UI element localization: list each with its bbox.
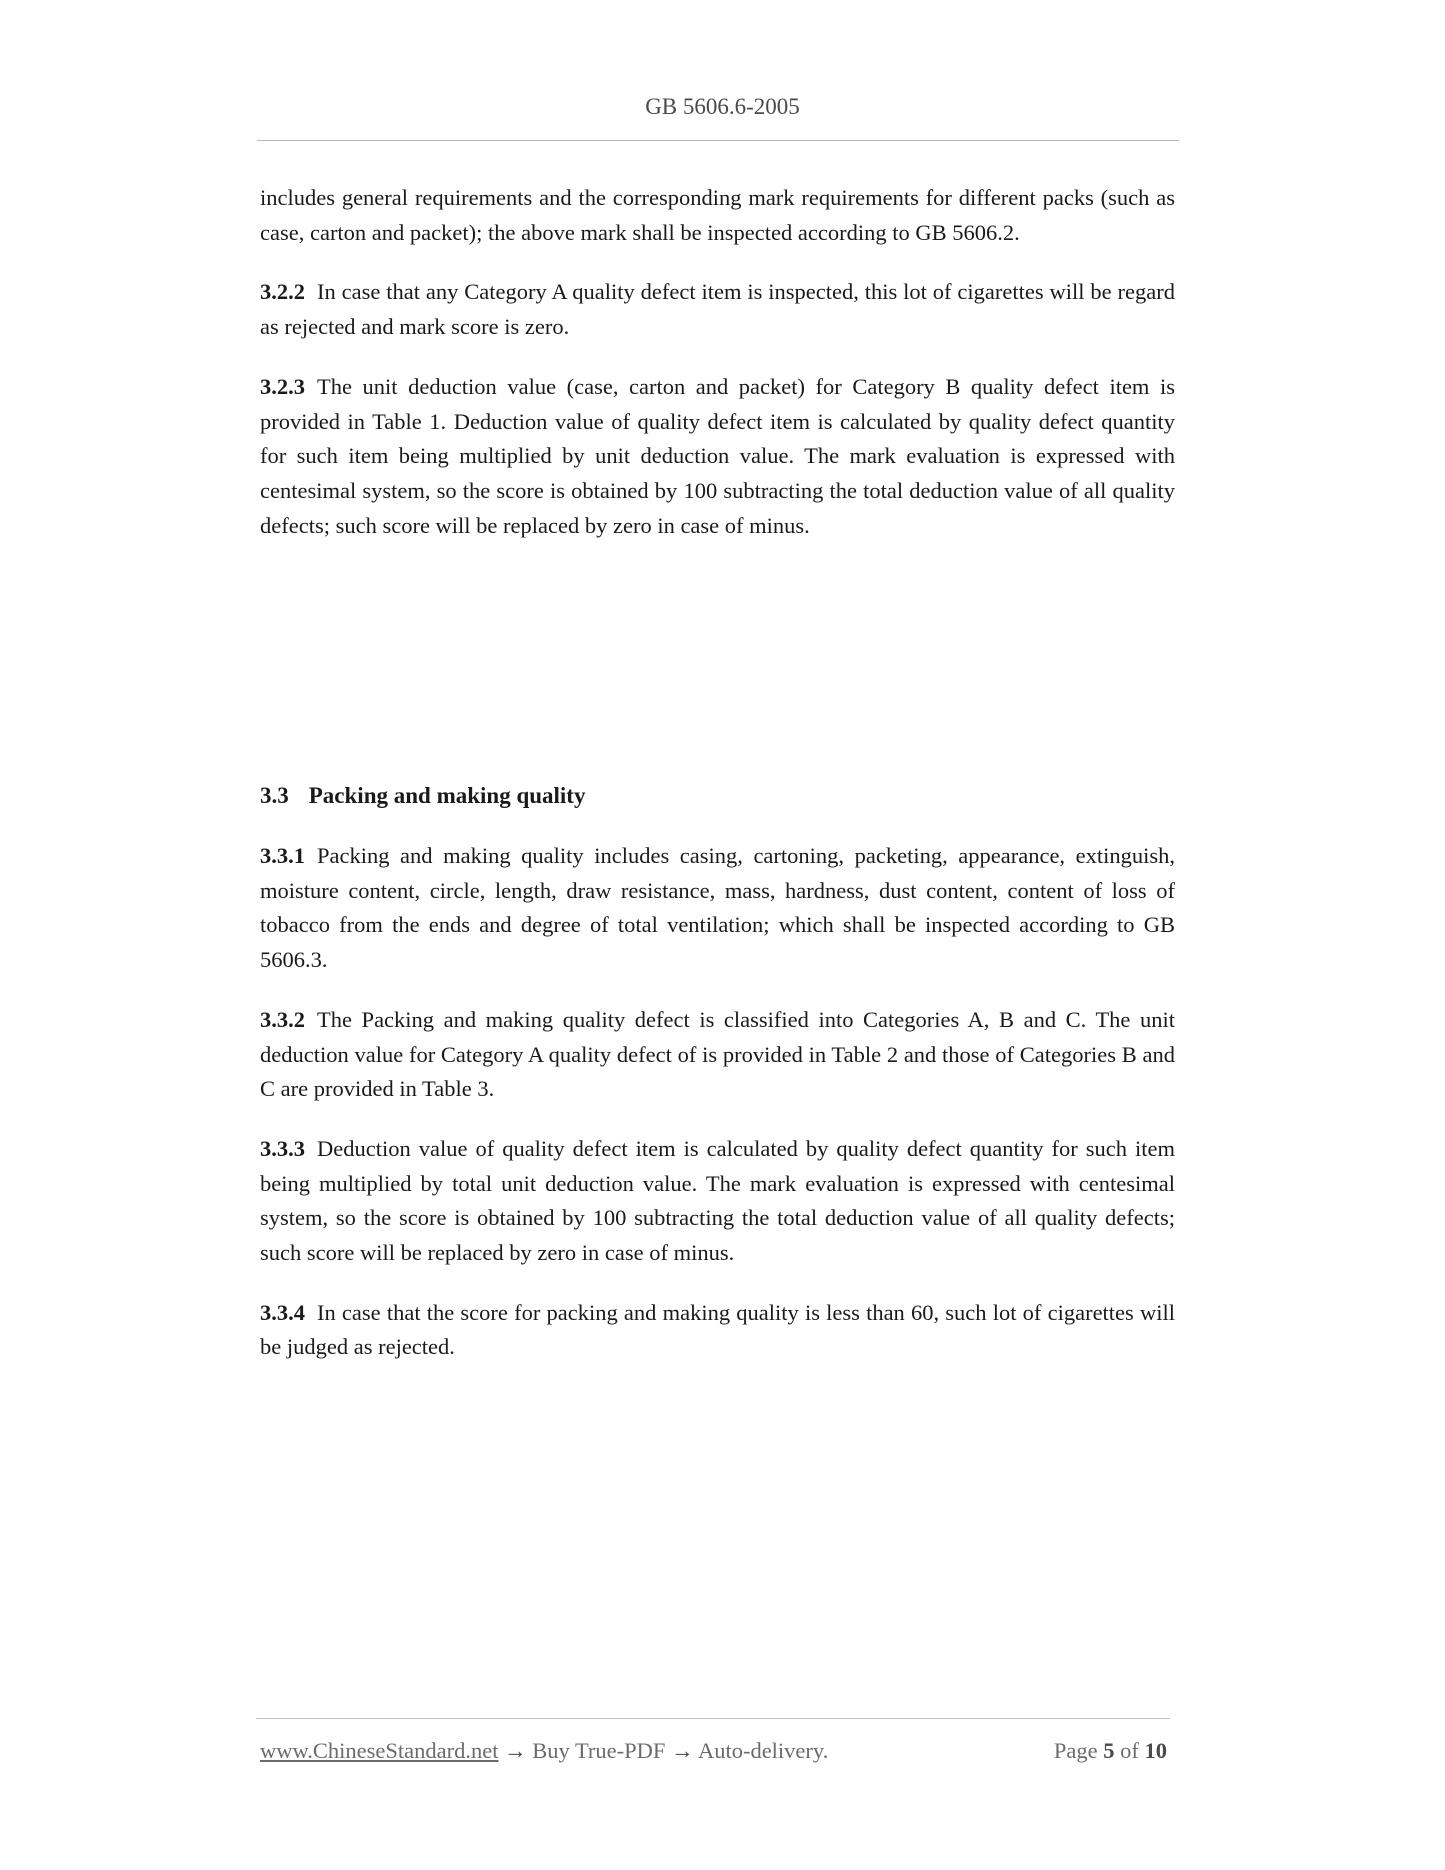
clause-text: The Packing and making quality defect is classified into Categories A, B and C. The unit deduction value for Category A quality defect of is provided in Table 2 and those of Categories B and C are provided in Table 3. <box>260 1006 1175 1102</box>
clause-number: 3.3.4 <box>260 1299 305 1325</box>
document-body <box>260 181 1175 1390</box>
clause-text: Packing and making quality includes casing, cartoning, packeting, appearance, extinguish, moisture content, circle, length, draw resistance, mass, hardness, dust content, content of loss of tobacco from the ends and degree of total ventilation; which shall be inspected according to GB 5606.3. <box>260 843 1175 973</box>
clause-number: 3.3.1 <box>260 843 305 869</box>
section-heading-3-3 <box>260 779 1175 814</box>
page-header-title: GB 5606.6-2005 <box>645 94 800 119</box>
paragraph-intro: includes general requirements and the corresponding mark requirements for different packs (such as case, carton and packet); the above mark shall be inspected according to GB 5606.2. <box>260 185 1175 245</box>
clause-3-2-2 <box>260 275 1175 344</box>
clause-3-3-3 <box>260 1132 1175 1271</box>
blank-gap <box>260 568 1175 779</box>
auto-delivery-text: Auto-delivery. <box>697 1738 829 1763</box>
clause-number: 3.3.3 <box>260 1135 305 1161</box>
footer-divider <box>256 1718 1170 1719</box>
clause-text: In case that any Category A quality defect item is inspected, this lot of cigarettes will be regard as rejected and mark score is zero. <box>260 279 1175 340</box>
arrow-right-icon: → <box>671 1738 694 1763</box>
page-footer <box>260 1738 1170 1774</box>
page-label: Page <box>1053 1738 1098 1763</box>
clause-3-3-1 <box>260 839 1175 978</box>
website-link[interactable]: www.ChineseStandard.net <box>260 1738 499 1763</box>
page-of-label: of <box>1120 1738 1139 1763</box>
clause-3-3-2 <box>260 1003 1175 1107</box>
clause-text: The unit deduction value (case, carton and packet) for Category B quality defect item is provided in Table 1. Deduction value of quality defect item is calculated by quality defect quantity for such item being multiplied by unit deduction value. The mark evaluation is expressed with centesimal system, so the score is obtained by 100 subtracting the total deduction value of all quality defects; such score will be replaced by zero in case of minus. <box>260 373 1175 538</box>
section-title: Packing and making quality <box>308 783 586 809</box>
clause-number: 3.2.2 <box>260 279 305 305</box>
buy-true-pdf-text: Buy True-PDF <box>532 1738 666 1763</box>
header-divider <box>257 140 1179 141</box>
clause-3-3-4 <box>260 1296 1175 1365</box>
clause-text: In case that the score for packing and making quality is less than 60, such lot of cigarettes will be judged as rejected. <box>260 1299 1175 1360</box>
footer-promo <box>260 1738 828 1764</box>
page-current: 5 <box>1103 1738 1115 1763</box>
clause-3-2-3 <box>260 370 1175 544</box>
page-total: 10 <box>1144 1738 1167 1763</box>
clause-text: Deduction value of quality defect item is calculated by quality defect quantity for such item being multiplied by total unit deduction value. The mark evaluation is expressed with centesimal system, so the score is obtained by 100 subtracting the total deduction value of all quality defects; such score will be replaced by zero in case of minus. <box>260 1135 1175 1266</box>
arrow-right-icon: → <box>504 1738 527 1763</box>
page-number-indicator <box>1054 1738 1167 1764</box>
section-number: 3.3 <box>260 783 289 809</box>
clause-number: 3.2.3 <box>260 373 305 399</box>
clause-number: 3.3.2 <box>260 1006 305 1032</box>
